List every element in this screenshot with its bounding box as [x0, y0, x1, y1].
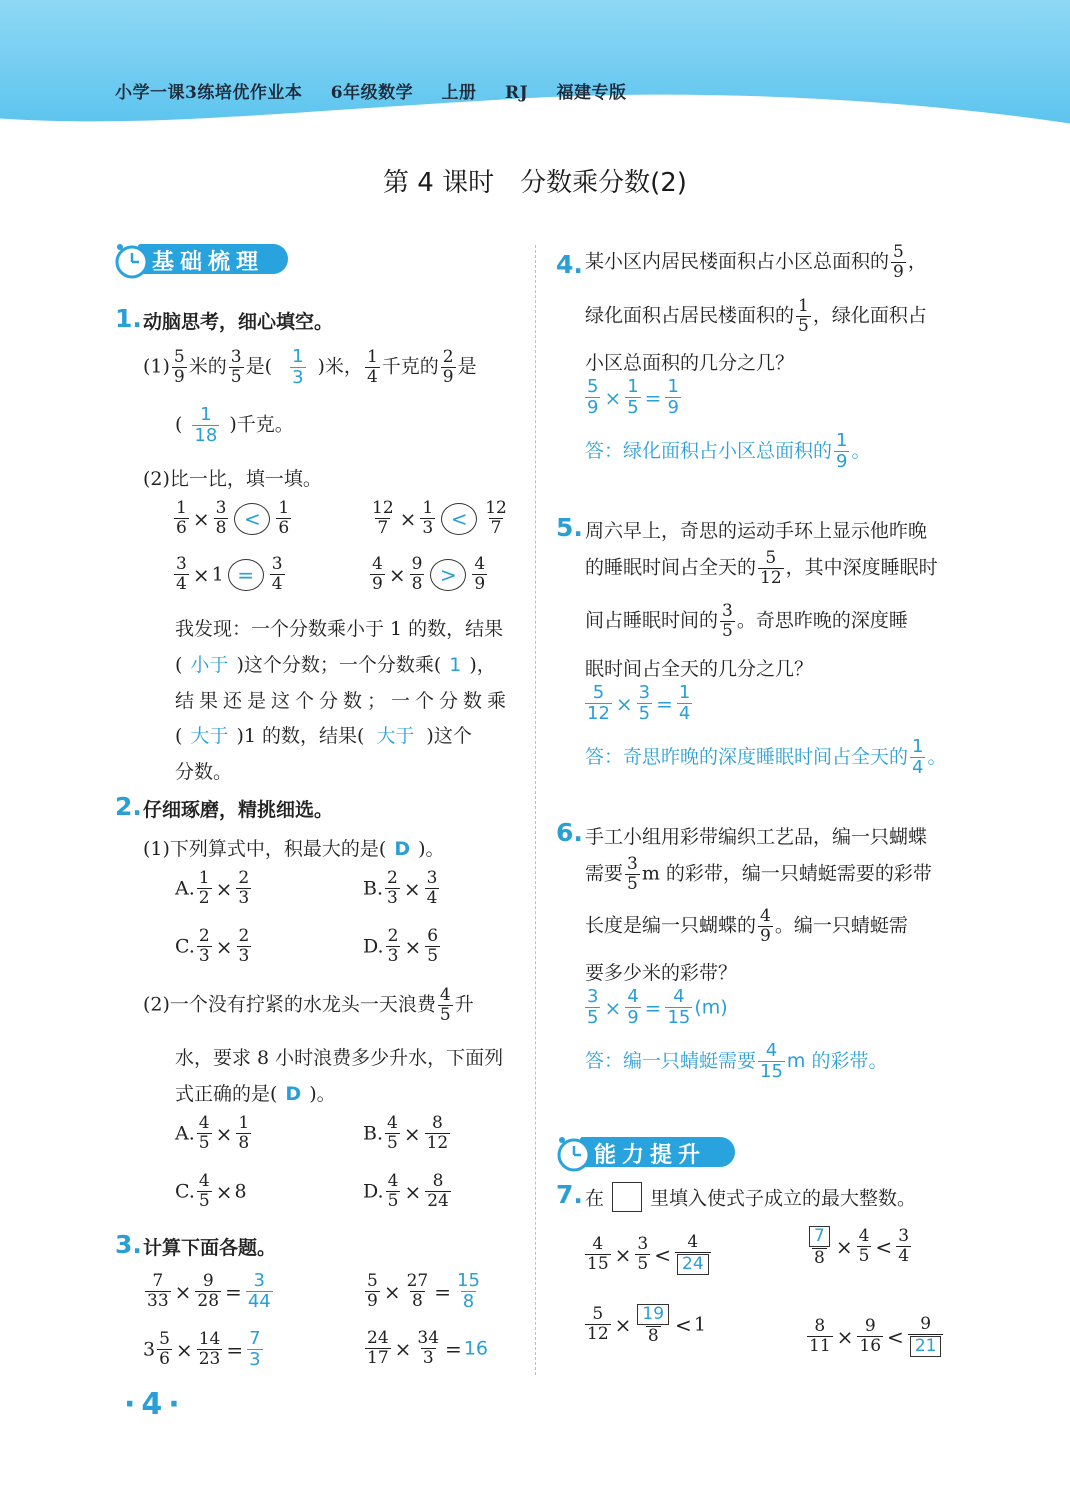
- q2-part2-line2: 水，要求 8 小时浪费多少升水，下面列: [175, 1047, 504, 1069]
- compare-row-2: $\frac{12}{7}$ × $\frac{1}{3}$ < $\frac{12}{7}$: [372, 498, 507, 538]
- fraction: $\frac{5}{9}$: [173, 347, 185, 387]
- q1-part2-label: (2)比一比，填一填。: [143, 468, 322, 490]
- q1-heading: 动脑思考，细心填空。: [143, 311, 334, 333]
- q7-number: 7.: [556, 1180, 583, 1209]
- compare-row-4: $\frac{4}{9}$ × $\frac{9}{8}$ > $\frac{4}{9}$: [372, 554, 486, 594]
- q2-number: 2.: [115, 792, 142, 821]
- q4-line3: 小区总面积的几分之几？: [585, 352, 795, 374]
- fraction: $\frac{3}{5}$: [230, 347, 242, 387]
- answer-box: 24: [677, 1254, 709, 1275]
- option-a: A. $\frac{1}{2}$ × $\frac{2}{3}$: [175, 868, 250, 908]
- inequality-4: $\frac{8}{11}$ × $\frac{9}{16}$ < $\frac{9}{21}$: [805, 1316, 945, 1357]
- option-d: D. $\frac{4}{5}$ × $\frac{8}{24}$: [363, 1171, 449, 1211]
- answer-fraction: $\frac{1}{3}$: [292, 346, 304, 388]
- inequality-2: $\frac{7}{8}$ × $\frac{4}{5}$ < $\frac{3}{4}$: [805, 1226, 913, 1267]
- q5-line4: 眠时间占全天的几分之几？: [585, 658, 814, 680]
- fraction: $\frac{1}{4}$: [366, 347, 378, 387]
- calc-3: 3 $\frac{5}{6}$ × $\frac{14}{23}$ = $\frac{7}{3}$: [143, 1328, 261, 1370]
- q5-calculation: $\frac{5}{12}$ × $\frac{3}{5}$ = $\frac{1}{4}$: [587, 682, 691, 724]
- calc-4: $\frac{24}{17}$ × $\frac{34}{3}$ = 16: [367, 1328, 488, 1368]
- page-title: 第 4 课时 分数乘分数(2): [383, 168, 687, 198]
- compare-answer: <: [234, 503, 270, 535]
- q2-part2-line1: (2)一个没有拧紧的水龙头一天浪费 $\frac{4}{5}$ 升: [143, 985, 474, 1025]
- q5-number: 5.: [556, 513, 583, 542]
- region-label: 福建专版: [556, 83, 627, 103]
- option-c: C. $\frac{4}{5}$ × 8: [175, 1171, 247, 1211]
- q5-line1: 周六早上，奇思的运动手环上显示他昨晚: [585, 520, 928, 542]
- q4-number: 4.: [556, 250, 583, 279]
- q1-part1-line1: (1) $\frac{5}{9}$ 米的 $\frac{3}{5}$ 是( $\frac{1}{3}$ )米， $\frac{1}{4}$ 千克的 $\frac{2}{9}$ 是: [143, 346, 477, 388]
- q6-line4: 要多少米的彩带？: [585, 962, 738, 984]
- q6-answer: 答：编一只蜻蜓需要 $\frac{4}{15}$ m 的彩带。: [585, 1040, 888, 1082]
- inequality-3: $\frac{5}{12}$ × $\frac{19}{8}$ < 1: [587, 1304, 706, 1346]
- finding-line-1: 我发现：一个分数乘小于 1 的数，结果: [175, 618, 504, 640]
- volume-label: 上册: [441, 83, 477, 103]
- q2-part1-stem: (1)下列算式中，积最大的是( D )。: [143, 838, 445, 860]
- q6-line3: 长度是编一只蝴蝶的 $\frac{4}{9}$ 。编一只蜻蜓需: [585, 906, 908, 946]
- q7-instruction: 在 里填入使式子成立的最大整数。: [585, 1182, 916, 1212]
- section-title-advanced: 能力提升: [594, 1143, 707, 1168]
- clock-icon: [112, 240, 152, 280]
- q5-line2: 的睡眠时间占全天的 $\frac{5}{12}$ ，其中深度睡眠时: [585, 548, 938, 588]
- clock-icon: [554, 1133, 594, 1173]
- grade-label: 6年级数学: [330, 83, 414, 103]
- q6-number: 6.: [556, 818, 583, 847]
- option-a: A. $\frac{4}{5}$ × $\frac{1}{8}$: [175, 1113, 250, 1153]
- q4-line1: 某小区内居民楼面积占小区总面积的 $\frac{5}{9}$ ，: [585, 242, 927, 282]
- finding-line-4: ( 大于 )1 的数，结果( 大于 )这个: [175, 725, 472, 747]
- answer-box: 21: [910, 1336, 942, 1357]
- header-band: [0, 0, 1070, 135]
- q5-answer: 答：奇思昨晚的深度睡眠时间占全天的 $\frac{1}{4}$ 。: [585, 736, 947, 778]
- finding-line-5: 分数。: [175, 761, 233, 783]
- calc-2: $\frac{5}{9}$ × $\frac{27}{8}$ = $\frac{15}{8}$: [367, 1270, 480, 1312]
- compare-row-1: $\frac{1}{6}$ × $\frac{3}{8}$ < $\frac{1}{6}$: [176, 498, 290, 538]
- fraction: $\frac{2}{9}$: [442, 347, 454, 387]
- compare-answer: >: [430, 559, 466, 591]
- option-d: D. $\frac{2}{3}$ × $\frac{6}{5}$: [363, 926, 439, 966]
- page-number: ·4·: [124, 1387, 186, 1422]
- answer-fraction: $\frac{1}{18}$: [194, 404, 218, 446]
- answer-box: 7: [809, 1226, 830, 1247]
- answer-box: 19: [637, 1304, 669, 1325]
- series-name: 小学一课3练培优作业本: [115, 83, 303, 103]
- q4-answer: 答：绿化面积占小区总面积的 $\frac{1}{9}$ 。: [585, 430, 871, 472]
- header-text: [115, 78, 649, 103]
- section-title-basic: 基础梳理: [152, 250, 265, 275]
- q1-number: 1.: [115, 304, 142, 333]
- option-c: C. $\frac{2}{3}$ × $\frac{2}{3}$: [175, 926, 250, 966]
- q2-heading: 仔细琢磨，精挑细选。: [143, 799, 334, 821]
- q1-part1-line2: ( $\frac{1}{18}$ )千克。: [175, 404, 294, 446]
- compare-row-3: $\frac{3}{4}$ × 1 = $\frac{3}{4}$: [176, 554, 283, 594]
- finding-line-2: ( 小于 )这个分数；一个分数乘( 1 )，: [175, 654, 496, 676]
- header-background: [0, 0, 1070, 135]
- q5-line3: 间占睡眠时间的 $\frac{3}{5}$ 。奇思昨晚的深度睡: [585, 601, 908, 641]
- option-b: B. $\frac{4}{5}$ × $\frac{8}{12}$: [363, 1113, 449, 1153]
- calc-1: $\frac{7}{33}$ × $\frac{9}{28}$ = $\frac{3}{44}$: [147, 1270, 271, 1312]
- q2-part2-line3: 式正确的是( D )。: [175, 1083, 336, 1105]
- column-divider: [535, 245, 536, 1375]
- q3-heading: 计算下面各题。: [143, 1237, 277, 1259]
- q6-line2: 需要 $\frac{3}{5}$ m 的彩带，编一只蜻蜓需要的彩带: [585, 854, 932, 894]
- finding-line-3: 结果还是这个分数；一个分数乘: [175, 690, 512, 712]
- edition-label: RJ: [504, 83, 529, 103]
- option-b: B. $\frac{2}{3}$ × $\frac{3}{4}$: [363, 868, 438, 908]
- compare-answer: =: [228, 559, 264, 591]
- inequality-1: $\frac{4}{15}$ × $\frac{3}{5}$ < $\frac{4}{24}$: [583, 1234, 713, 1275]
- q3-number: 3.: [115, 1230, 142, 1259]
- empty-box-symbol: [612, 1182, 642, 1212]
- q6-line1: 手工小组用彩带编织工艺品，编一只蝴蝶: [585, 826, 928, 848]
- q4-calculation: $\frac{5}{9}$ × $\frac{1}{5}$ = $\frac{1}{9}$: [587, 376, 679, 418]
- q6-calculation: $\frac{3}{5}$ × $\frac{4}{9}$ = $\frac{4}{15}$ (m): [587, 986, 728, 1028]
- q4-line2: 绿化面积占居民楼面积的 $\frac{1}{5}$ ，绿化面积占: [585, 296, 927, 336]
- compare-answer: <: [441, 503, 477, 535]
